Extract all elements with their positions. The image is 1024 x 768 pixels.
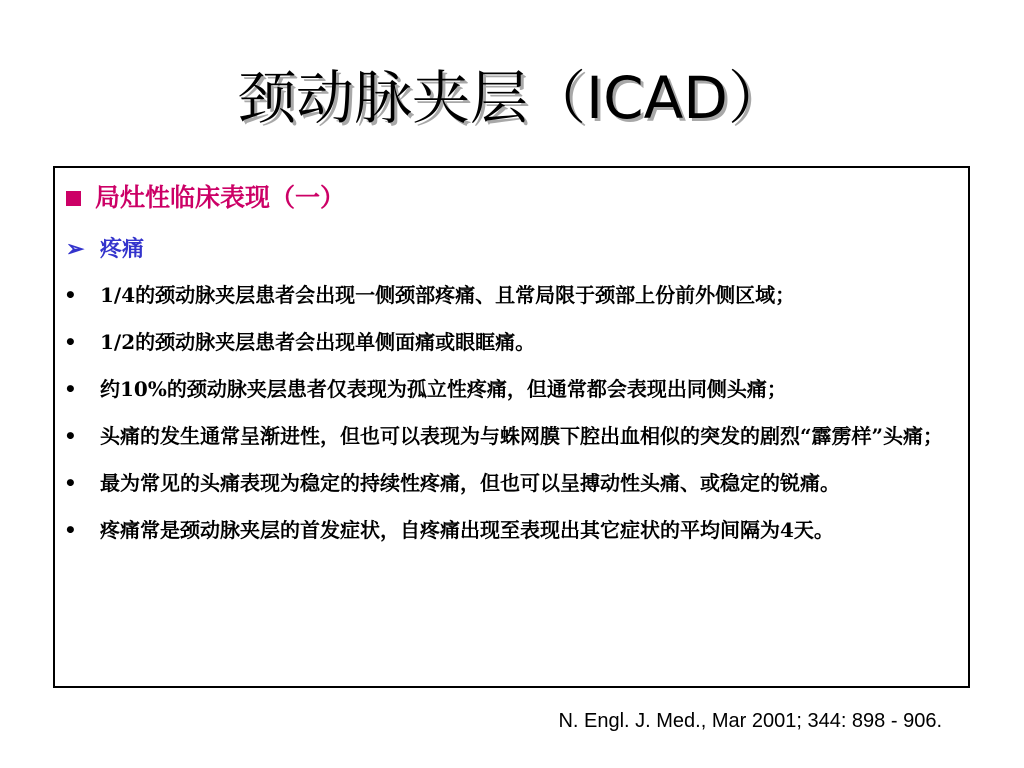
list-item [62, 279, 957, 312]
bullet-text: 1/4的颈动脉夹层患者会出现一侧颈部疼痛、且常局限于颈部上份前外侧区域； [100, 283, 796, 307]
section-heading-text: 局灶性临床表现（一） [95, 183, 346, 212]
sub-heading-text: 疼痛 [100, 236, 145, 262]
bullet-dot-icon: • [64, 330, 77, 354]
citation: N. Engl. J. Med., Mar 2001; 344: 898 - 906. [558, 710, 942, 732]
bullet-dot-icon: • [64, 471, 77, 495]
bullet-dot-icon: • [64, 424, 77, 448]
bullet-list [62, 279, 957, 561]
square-bullet-icon [66, 191, 81, 206]
sub-heading [66, 232, 144, 266]
bullet-text: 疼痛常是颈动脉夹层的首发症状，自疼痛出现至表现出其它症状的平均间隔为4天。 [100, 518, 834, 542]
list-item [62, 467, 957, 500]
section-heading [66, 178, 345, 218]
bullet-text: 最为常见的头痛表现为稳定的持续性疼痛，但也可以呈搏动性头痛、或稳定的锐痛。 [100, 471, 840, 495]
list-item [62, 326, 957, 359]
list-item [62, 420, 957, 453]
bullet-text: 1/2的颈动脉夹层患者会出现单侧面痛或眼眶痛。 [100, 330, 536, 354]
arrow-bullet-icon: ➢ [66, 236, 85, 262]
bullet-dot-icon: • [64, 377, 77, 401]
bullet-text: 约10%的颈动脉夹层患者仅表现为孤立性疼痛，但通常都会表现出同侧头痛； [100, 377, 787, 401]
bullet-dot-icon: • [64, 518, 77, 542]
bullet-dot-icon: • [64, 283, 77, 307]
list-item [62, 373, 957, 406]
bullet-text: 头痛的发生通常呈渐进性，但也可以表现为与蛛网膜下腔出血相似的突发的剧烈“霹雳样”头痛； [100, 424, 944, 448]
slide-title: 颈动脉夹层（ICAD） [238, 64, 786, 132]
list-item [62, 514, 957, 547]
